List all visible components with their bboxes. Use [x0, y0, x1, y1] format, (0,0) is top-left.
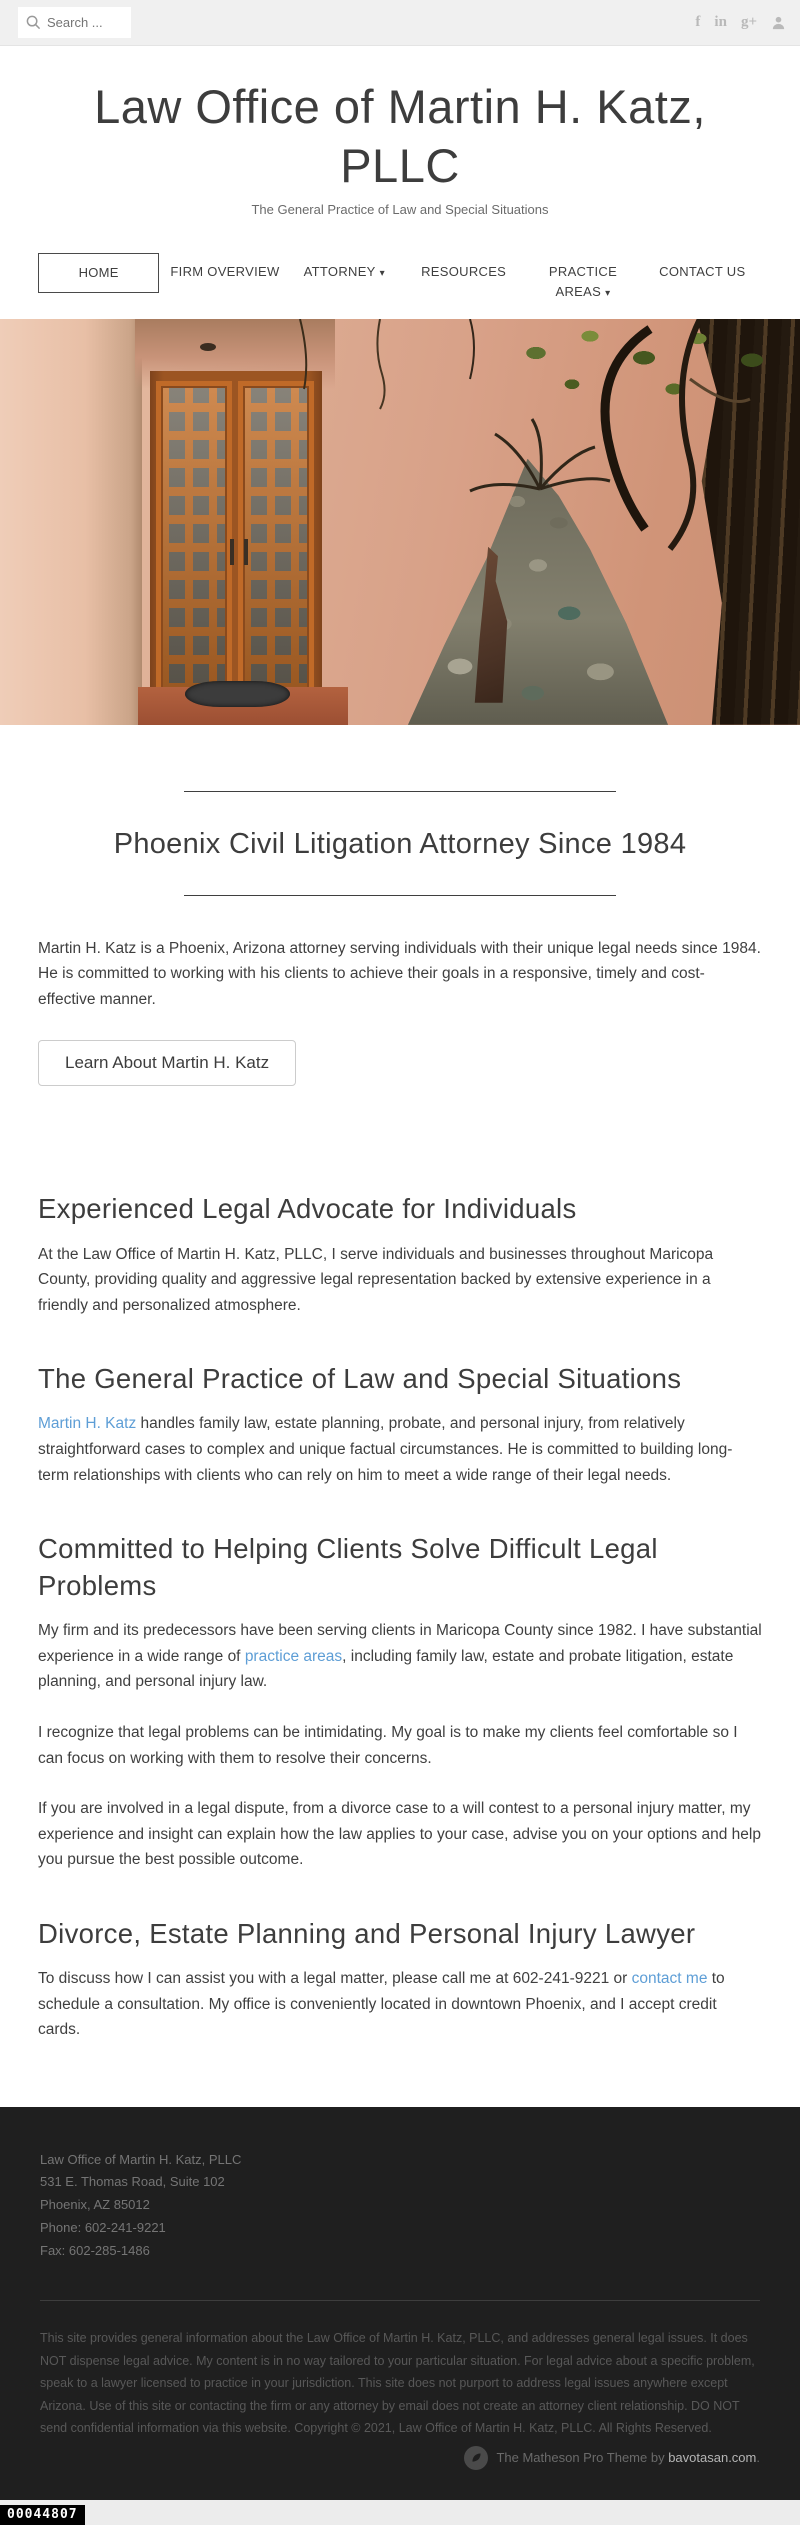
- main-content: [38, 1190, 762, 2042]
- user-icon[interactable]: [771, 15, 786, 30]
- phone-number: Phone: 602-241-9221: [40, 2219, 166, 2235]
- address-block: [40, 2149, 760, 2263]
- fax-number: Fax: 602-285-1486: [40, 2242, 150, 2258]
- section-paragraph: [38, 1796, 762, 1873]
- search-icon: [26, 15, 41, 30]
- section-divorce-lawyer: [38, 1915, 762, 2043]
- section-heading: Divorce, Estate Planning and Personal Injury Lawyer: [38, 1917, 696, 1949]
- googleplus-icon[interactable]: g+: [740, 14, 757, 30]
- nav-item-resources[interactable]: RESOURCES: [421, 263, 507, 279]
- footer-divider: [40, 2300, 760, 2301]
- credit-text: The Matheson Pro Theme by: [496, 2450, 669, 2466]
- intro-paragraph: Martin H. Katz is a Phoenix, Arizona attorney serving individuals with their unique legal needs since 1984. He is committed to working with his clients to achieve their goals in a responsive, timely and cost-effective manner.: [38, 939, 761, 1008]
- bottom-strip: [0, 2500, 800, 2525]
- section-heading: The General Practice of Law and Special Situations: [38, 1363, 682, 1395]
- top-bar: [0, 0, 800, 46]
- section-general-practice: [38, 1360, 762, 1488]
- city-state-zip: Phoenix, AZ 85012: [40, 2197, 150, 2213]
- chevron-down-icon: [601, 284, 610, 299]
- nav-item-firm-overview[interactable]: FIRM OVERVIEW: [170, 263, 280, 279]
- section-paragraph: [38, 1966, 762, 2043]
- section-paragraph: [38, 1720, 762, 1771]
- firm-name: Law Office of Martin H. Katz, PLLC: [40, 2151, 242, 2167]
- inline-link[interactable]: contact me: [631, 1969, 708, 1987]
- site-title: Law Office of Martin H. Katz, PLLC: [94, 80, 706, 192]
- chevron-down-icon: [376, 264, 385, 279]
- text-segment: At the Law Office of Martin H. Katz, PLLC, I serve individuals and businesses throughout Maricopa County, providing quality and aggressive legal representation backed by extensive experience in a friendly and personalized atmosphere.: [38, 1245, 714, 1314]
- visitor-counter: 00044807: [0, 2505, 85, 2525]
- site-tagline: The General Practice of Law and Special Situations: [251, 201, 549, 217]
- text-segment: handles family law, estate planning, probate, and personal injury, from relatively straightforward cases to complex and unique factual circumstances. He is committed to building long-term relationships with clients who can rely on him to meet a wide range of their legal needs.: [38, 1415, 733, 1484]
- branches-graphic: [0, 319, 800, 725]
- legal-disclaimer: This site provides general information about the Law Office of Martin H. Katz, PLLC, and addresses general legal issues. It does NOT dispense legal advice. My content is in no way tailored to your particular situation. For legal advice about a specific problem, speak to a lawyer licensed to practice in your jurisdiction. This site does not purport to address legal issues anywhere except Arizona. Use of this site or contacting the firm or any attorney by email does not create an attorney client relationship. DO NOT send confidential information via this website. Copyright © 2021, Law Office of Martin H. Katz, PLLC. All Rights Reserved.: [40, 2331, 755, 2436]
- hero-image: [0, 319, 800, 725]
- leaf-icon: [464, 2446, 488, 2470]
- section-committed-clients: [38, 1530, 762, 1873]
- section-paragraph: [38, 1242, 762, 1319]
- text-segment: to schedule a consultation. My office is conveniently located in downtown Phoenix, and I accept credit cards.: [38, 1969, 725, 2039]
- intro-section: [0, 791, 800, 1087]
- section-paragraph: [38, 1618, 762, 1695]
- text-segment: , including family law, estate and probate litigation, estate planning, and personal injury law.: [38, 1647, 734, 1691]
- linkedin-icon[interactable]: in: [714, 14, 727, 30]
- site-footer: [0, 2107, 800, 2500]
- nav-item-contact-us[interactable]: CONTACT US: [659, 263, 746, 279]
- divider: [184, 791, 616, 792]
- learn-about-button[interactable]: Learn About Martin H. Katz: [38, 1040, 296, 1086]
- section-heading: Experienced Legal Advocate for Individuals: [38, 1193, 577, 1225]
- divider: [184, 895, 616, 896]
- search-box[interactable]: [18, 7, 131, 38]
- street-address: 531 E. Thomas Road, Suite 102: [40, 2174, 225, 2190]
- section-experienced-advocate: [38, 1190, 762, 1318]
- section-paragraph: [38, 1411, 762, 1488]
- intro-heading: Phoenix Civil Litigation Attorney Since 1984: [113, 827, 687, 860]
- nav-item-practice-areas[interactable]: [523, 253, 642, 311]
- main-nav: [38, 253, 762, 311]
- text-segment: To discuss how I can assist you with a legal matter, please call me at 602-241-9221 or: [38, 1969, 632, 1987]
- site-header: [0, 46, 800, 217]
- inline-link[interactable]: Martin H. Katz: [38, 1415, 137, 1433]
- theme-credit: [40, 2446, 760, 2470]
- facebook-icon[interactable]: f: [695, 14, 701, 30]
- nav-item-attorney[interactable]: [285, 253, 404, 291]
- nav-item-home[interactable]: HOME: [38, 253, 159, 293]
- text-segment: My firm and its predecessors have been serving clients in Maricopa County since 1982. I have substantial experience in a wide range of: [38, 1622, 762, 1665]
- credit-text: .: [756, 2450, 760, 2466]
- text-segment: I recognize that legal problems can be intimidating. My goal is to make my clients feel comfortable so I can focus on working with them to resolve their concerns.: [38, 1724, 738, 1767]
- text-segment: If you are involved in a legal dispute, from a divorce case to a will contest to a personal injury matter, my experience and insight can explain how the law applies to your case, advise you on your options and help you pursue the best possible outcome.: [38, 1800, 761, 1869]
- search-input[interactable]: [47, 15, 117, 30]
- inline-link[interactable]: practice areas: [244, 1647, 343, 1665]
- social-links: [695, 15, 786, 30]
- nav-item-label: ATTORNEY: [303, 263, 376, 279]
- section-heading: Committed to Helping Clients Solve Difficult Legal Problems: [38, 1533, 658, 1602]
- nav-item-label: PRACTICE AREAS: [548, 263, 618, 299]
- bavotasan-link[interactable]: bavotasan.com: [668, 2450, 757, 2466]
